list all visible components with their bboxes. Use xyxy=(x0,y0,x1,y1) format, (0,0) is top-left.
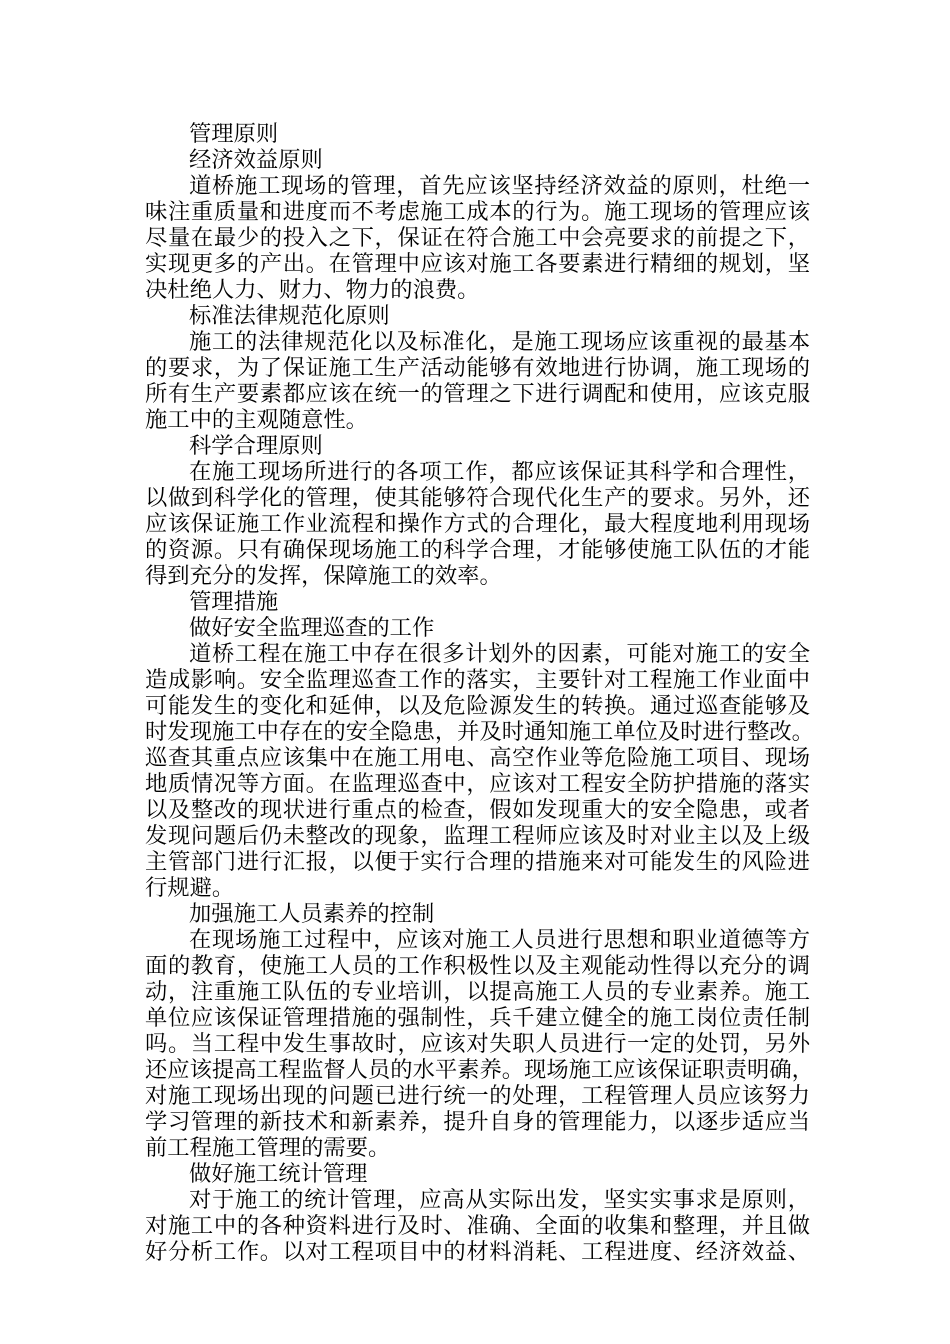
body-text-line: 实现更多的产出。在管理中应该对施工各要素进行精细的规划，坚 xyxy=(145,251,810,277)
body-text-line: 吗。当工程中发生事故时，应该对失职人员进行一定的处罚，另外 xyxy=(145,1031,810,1057)
body-text-line: 学习管理的新技术和新素养，提升自身的管理能力，以逐步适应当 xyxy=(145,1109,810,1135)
body-text-line: 以做到科学化的管理，使其能够符合现代化生产的要求。另外，还 xyxy=(145,485,810,511)
body-text-line: 巡查其重点应该集中在施工用电、高空作业等危险施工项目、现场 xyxy=(145,745,810,771)
body-text-line: 主管部门进行汇报，以便于实行合理的措施来对可能发生的风险进 xyxy=(145,849,810,875)
document-page xyxy=(145,121,814,1265)
body-text-line: 决杜绝人力、财力、物力的浪费。 xyxy=(145,277,480,303)
body-text-line: 道桥工程在施工中存在很多计划外的因素，可能对施工的安全 xyxy=(189,641,810,667)
body-text-line: 单位应该保证管理措施的强制性，兵千建立健全的施工岗位责任制 xyxy=(145,1005,810,1031)
body-text-line: 道桥施工现场的管理，首先应该坚持经济效益的原则，杜绝一 xyxy=(189,173,810,199)
section-heading: 标准法律规范化原则 xyxy=(189,303,390,329)
body-text-line: 发现问题后仍未整改的现象，监理工程师应该及时对业主以及上级 xyxy=(145,823,810,849)
body-text-line: 面的教育，使施工人员的工作积极性以及主观能动性得以充分的调 xyxy=(145,953,810,979)
body-text-line: 还应该提高工程监督人员的水平素养。现场施工应该保证职责明确， xyxy=(145,1057,814,1083)
body-text-line: 应该保证施工作业流程和操作方式的合理化，最大程度地利用现场 xyxy=(145,511,810,537)
body-text-line: 的要求，为了保证施工生产活动能够有效地进行协调，施工现场的 xyxy=(145,355,810,381)
body-text-line: 动，注重施工队伍的专业培训，以提高施工人员的专业素养。施工 xyxy=(145,979,810,1005)
body-text-line: 可能发生的变化和延伸，以及危险源发生的转换。通过巡查能够及 xyxy=(145,693,810,719)
section-heading: 做好施工统计管理 xyxy=(189,1161,368,1187)
body-text-line: 造成影响。安全监理巡查工作的落实，主要针对工程施工作业面中 xyxy=(145,667,810,693)
body-text-line: 施工中的主观随意性。 xyxy=(145,407,368,433)
section-heading: 经济效益原则 xyxy=(189,147,323,173)
body-text-line: 以及整改的现状进行重点的检查，假如发现重大的安全隐患，或者 xyxy=(145,797,810,823)
section-heading: 管理原则 xyxy=(189,121,279,147)
section-heading: 加强施工人员素养的控制 xyxy=(189,901,435,927)
body-text-line: 行规避。 xyxy=(145,875,235,901)
body-text-line: 施工的法律规范化以及标准化，是施工现场应该重视的最基本 xyxy=(189,329,810,355)
body-text-line: 在施工现场所进行的各项工作，都应该保证其科学和合理性， xyxy=(189,459,810,485)
section-heading: 做好安全监理巡查的工作 xyxy=(189,615,435,641)
section-heading: 科学合理原则 xyxy=(189,433,323,459)
body-text-line: 前工程施工管理的需要。 xyxy=(145,1135,391,1161)
body-text-line: 地质情况等方面。在监理巡查中，应该对工程安全防护措施的落实 xyxy=(145,771,810,797)
body-text-line: 得到充分的发挥，保障施工的效率。 xyxy=(145,563,502,589)
body-text-line: 对施工现场出现的问题已进行统一的处理，工程管理人员应该努力 xyxy=(145,1083,810,1109)
body-text-line: 的资源。只有确保现场施工的科学合理，才能够使施工队伍的才能 xyxy=(145,537,810,563)
body-text-line: 好分析工作。以对工程项目中的材料消耗、工程进度、经济效益、 xyxy=(145,1239,810,1265)
section-heading: 管理措施 xyxy=(189,589,279,615)
body-text-line: 所有生产要素都应该在统一的管理之下进行调配和使用，应该克服 xyxy=(145,381,810,407)
body-text-line: 味注重质量和进度而不考虑施工成本的行为。施工现场的管理应该 xyxy=(145,199,810,225)
body-text-line: 对施工中的各种资料进行及时、准确、全面的收集和整理，并且做 xyxy=(145,1213,810,1239)
body-text-line: 尽量在最少的投入之下，保证在符合施工中会亮要求的前提之下， xyxy=(145,225,810,251)
body-text-line: 对于施工的统计管理，应高从实际出发，坚实实事求是原则， xyxy=(189,1187,810,1213)
body-text-line: 时发现施工中存在的安全隐患，并及时通知施工单位及时进行整改。 xyxy=(145,719,814,745)
body-text-line: 在现场施工过程中，应该对施工人员进行思想和职业道德等方 xyxy=(189,927,810,953)
